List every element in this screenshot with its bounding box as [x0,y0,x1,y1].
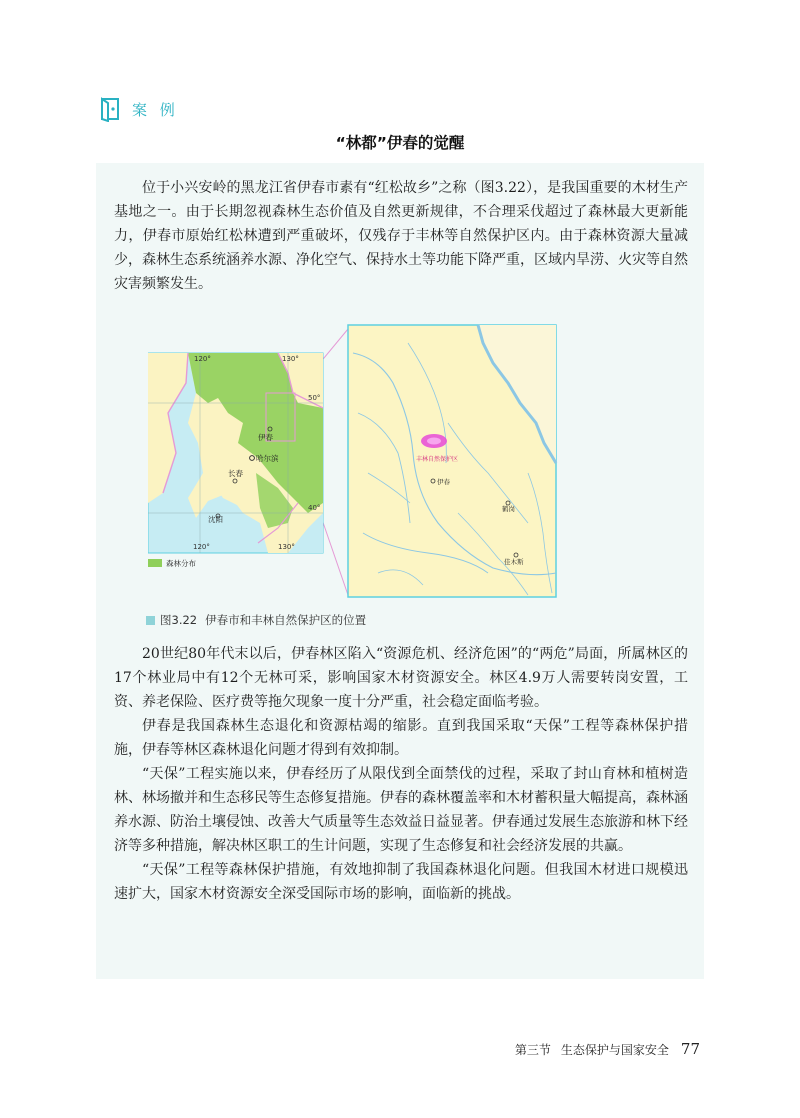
caption-text: 伊春市和丰林自然保护区的位置 [205,613,367,627]
page-number: 77 [680,1040,700,1058]
caption-marker [146,616,155,625]
city-label: 伊春 [258,433,273,442]
footer-chapter: 生态保护与国家安全 [560,1043,669,1057]
city-label: 佳木斯 [504,558,524,566]
left-map-lon-label: 130° [278,543,295,551]
left-map-lon-label: 120° [193,543,210,551]
case-label: 案 例 [132,100,179,119]
paragraph: “天保”工程实施以来，伊春经历了从限伐到全面禁伐的过程，采取了封山育林和植树造林、林场撤并和生态移民等生态修复措施。伊春的森林覆盖率和木材蓄积量大幅提高，森林涵养水源、防治土壤侵蚀、改善大气质量等生态效益日益显著。伊春通过发展生态旅游和林下经济等多种措施，解决林区职工的生计问题，实现了生态修复和社会经济发展的共赢。 [114,766,688,854]
case-title: “林都”伊春的觉醒 [335,134,465,152]
left-map-lon-label: 130° [282,355,299,363]
paragraph: 伊春是我国森林生态退化和资源枯竭的缩影。直到我国采取“天保”工程等森林保护措施，伊春等林区森林退化问题才得到有效抑制。 [114,718,688,758]
case-header [98,96,179,122]
body-paragraphs [114,642,688,906]
left-map-lat-label: 40° [308,504,321,512]
left-map [148,353,323,568]
city-label: 鹤岗 [502,505,515,513]
figure-map [148,323,558,603]
legend-forest-swatch [148,559,162,567]
caption-number: 图3.22 [160,613,198,627]
reserve-core [427,438,441,445]
legend-forest-label: 森林分布 [166,559,196,568]
city-label: 沈阳 [208,515,223,524]
left-map-lon-label: 120° [194,355,211,363]
figure-caption [146,612,366,628]
paragraph: “天保”工程等森林保护措施，有效地抑制了我国森林退化问题。但我国木材进口规模迅速扩大，国家木材资源安全深受国际市场的影响，面临新的挑战。 [114,862,688,902]
paragraph: 20世纪80年代末以后，伊春林区陷入“资源危机、经济危困”的“两危”局面，所属林区的17个林业局中有12个无林可采，影响国家木材资源安全。林区4.9万人需要转岗安置，工资、养老保险、医疗费等拖欠现象一度十分严重，社会稳定面临考验。 [114,646,688,710]
case-book-icon [98,96,124,122]
page-footer [515,1040,700,1058]
city-label: 哈尔滨 [256,454,279,463]
intro-paragraph: 位于小兴安岭的黑龙江省伊春市素有“红松故乡”之称（图3.22），是我国重要的木材生产基地之一。由于长期忽视森林生态价值及自然更新规律，不合理采伐超过了森林最大更新能力，伊春市原始红松林遭到严重破坏，仅残存于丰林等自然保护区内。由于森林资源大量减少，森林生态系统涵养水源、净化空气、保持水土等功能下降严重，区域内旱涝、火灾等自然灾害频繁发生。 [114,180,688,292]
left-map-lat-label: 50° [308,394,321,402]
reserve-label: 丰林自然保护区 [416,456,459,463]
city-label: 长春 [228,469,243,478]
footer-section: 第三节 [514,1043,551,1057]
right-map [348,325,556,597]
city-label: 伊春 [437,478,450,486]
